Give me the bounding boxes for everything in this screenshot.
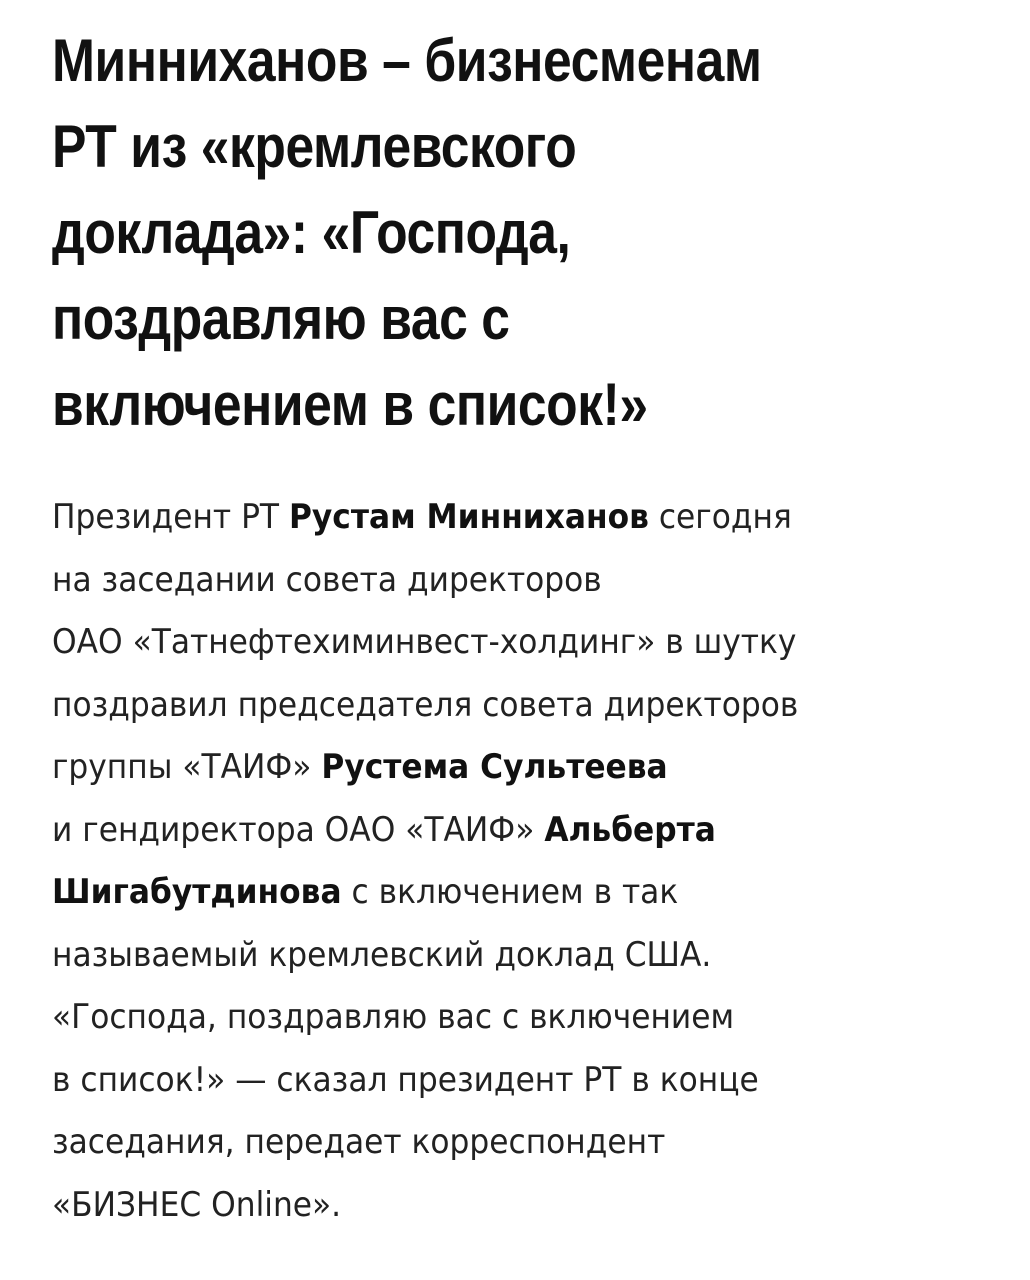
lead-line: поздравил председателя совета директоров [52,684,799,725]
lead-line: называемый кремлевский доклад США. [52,934,712,975]
lead-text: Президент РТ [52,497,289,537]
lead-line: на заседании совета директоров [52,559,602,600]
lead-line [52,861,935,924]
lead-text: с включением в так [341,872,679,912]
person-name-albert: Альберта [544,809,716,850]
article [52,18,1002,448]
lead-text: сегодня [648,497,792,537]
headline-line: поздравляю вас с [52,285,510,352]
person-name-shigabutdinov: Шигабутдинова [52,872,342,912]
lead-line: ОАО «Татнефтехиминвест-холдинг» в шутку [52,622,797,662]
lead-line [52,486,935,549]
lead-line: заседания, передает корреспондент [52,1122,666,1162]
lead-text: и гендиректора ОАО «ТАИФ» [52,809,545,850]
headline-line: РТ из «кремлевского [52,113,577,180]
lead-line [52,736,935,799]
person-name-sulteev: Рустема Сультеева [321,747,668,787]
article-headline [52,18,912,448]
lead-line: «БИЗНЕС Online». [52,1184,342,1225]
headline-line: включением в список!» [52,371,648,438]
lead-text: группы «ТАИФ» [52,747,322,787]
lead-line: в список!» — сказал президент РТ в конце [52,1059,759,1100]
headline-line: Минниханов – бизнесменам [52,27,762,94]
lead-line [52,799,935,862]
lead-line: «Господа, поздравляю вас с включением [52,997,735,1037]
article-lead-paragraph [52,486,935,1236]
person-name-minnikhanov: Рустам Минниханов [288,497,649,537]
headline-line: доклада»: «Господа, [52,199,571,266]
